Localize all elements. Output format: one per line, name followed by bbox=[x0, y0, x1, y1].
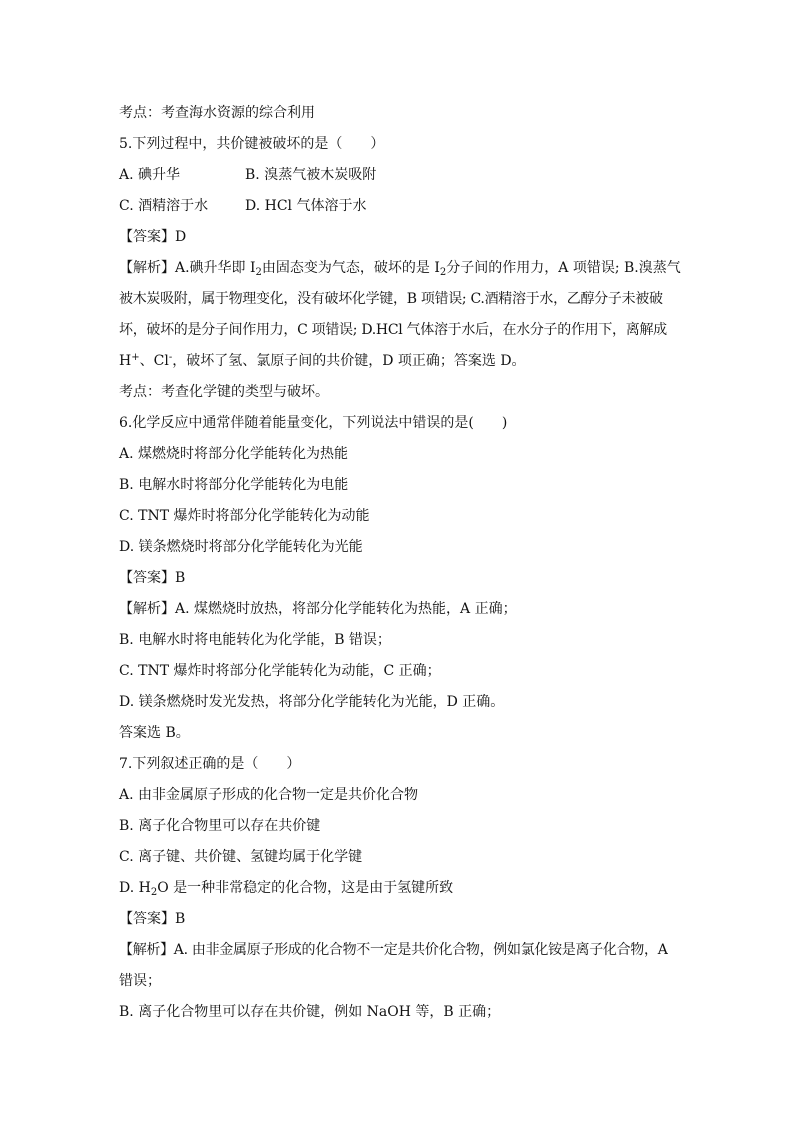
q6-option-c: C. TNT 爆炸时将部分化学能转化为动能 bbox=[119, 508, 370, 524]
q5-analysis-line-3: 坏，破坏的是分子间作用力，C 项错误; D.HCl 气体溶于水后，在水分子的作用下，离解成 bbox=[119, 322, 667, 338]
q5-option-a: A. 碘升华 bbox=[119, 167, 181, 183]
q5-options-ab bbox=[119, 165, 679, 185]
q7-analysis-line-3: B. 离子化合物里可以存在共价键，例如 NaOH 等，B 正确； bbox=[119, 1004, 501, 1020]
q7-option-b: B. 离子化合物里可以存在共价键 bbox=[119, 818, 321, 834]
q6-analysis-line-4: D. 镁条燃烧时发光发热，将部分化学能转化为光能，D 正确。 bbox=[119, 694, 505, 710]
q6-conclusion: 答案选 B。 bbox=[119, 725, 190, 741]
q7-analysis-line-2: 错误； bbox=[119, 973, 161, 989]
q6-analysis-line-3: C. TNT 爆炸时将部分化学能转化为动能，C 正确； bbox=[119, 663, 441, 679]
q7-analysis-line-1: 【解析】A. 由非金属原子形成的化合物不一定是共价化合物，例如氯化铵是离子化合物，A bbox=[119, 942, 668, 958]
text-run: 、Cl bbox=[139, 353, 169, 369]
q7-answer: 【答案】B bbox=[119, 911, 186, 927]
q5-option-d: D. HCl 气体溶于水 bbox=[245, 198, 367, 214]
q5-analysis-line-4 bbox=[119, 351, 679, 371]
subscript: 2 bbox=[439, 267, 447, 278]
subscript: 2 bbox=[255, 267, 262, 278]
q6-answer: 【答案】B bbox=[119, 570, 186, 586]
subscript: 2 bbox=[150, 887, 158, 898]
q5-options-cd bbox=[119, 196, 679, 216]
note-line: 考点：考查海水资源的综合利用 bbox=[119, 105, 315, 121]
q7-option-a: A. 由非金属原子形成的化合物一定是共价化合物 bbox=[119, 787, 419, 803]
q6-option-a: A. 煤燃烧时将部分化学能转化为热能 bbox=[119, 446, 349, 462]
note-line: 考点：考查化学键的类型与破坏。 bbox=[119, 384, 329, 400]
text-run: 分子间的作用力，A 项错误; B.溴蒸气 bbox=[446, 260, 681, 276]
text-run: ，破坏了氢、氯原子间的共价键，D 项正确；答案选 D。 bbox=[172, 353, 526, 369]
q5-analysis-line-2: 被木炭吸附，属于物理变化，没有破坏化学键，B 项错误; C.酒精溶于水，乙醇分子未被破 bbox=[119, 291, 663, 307]
q5-option-c: C. 酒精溶于水 bbox=[119, 198, 209, 214]
question-6: 6.化学反应中通常伴随着能量变化，下列说法中错误的是( ) bbox=[119, 415, 508, 431]
q5-analysis-line-1 bbox=[119, 258, 679, 278]
superscript: - bbox=[168, 352, 173, 363]
q6-analysis-line-1: 【解析】A. 煤燃烧时放热，将部分化学能转化为热能，A 正确； bbox=[119, 601, 517, 617]
q7-option-d bbox=[119, 878, 679, 898]
q5-option-b: B. 溴蒸气被木炭吸附 bbox=[245, 167, 377, 183]
text-run: D. H bbox=[119, 880, 151, 896]
text-run: 由固态变为气态，破坏的是 I bbox=[261, 260, 440, 276]
text-run: H bbox=[119, 353, 132, 369]
question-5: 5.下列过程中，共价键被破坏的是（ ） bbox=[119, 136, 385, 152]
text-run: O 是一种非常稳定的化合物，这是由于氢键所致 bbox=[157, 880, 454, 896]
superscript: + bbox=[131, 352, 140, 363]
q7-option-c: C. 离子键、共价键、氢键均属于化学键 bbox=[119, 849, 363, 865]
q6-option-b: B. 电解水时将部分化学能转化为电能 bbox=[119, 477, 349, 493]
question-7: 7.下列叙述正确的是（ ） bbox=[119, 756, 301, 772]
q5-answer: 【答案】D bbox=[119, 229, 187, 245]
q6-analysis-line-2: B. 电解水时将电能转化为化学能，B 错误； bbox=[119, 632, 391, 648]
text-run: 【解析】A.碘升华即 I bbox=[119, 260, 256, 276]
q6-option-d: D. 镁条燃烧时将部分化学能转化为光能 bbox=[119, 539, 363, 555]
